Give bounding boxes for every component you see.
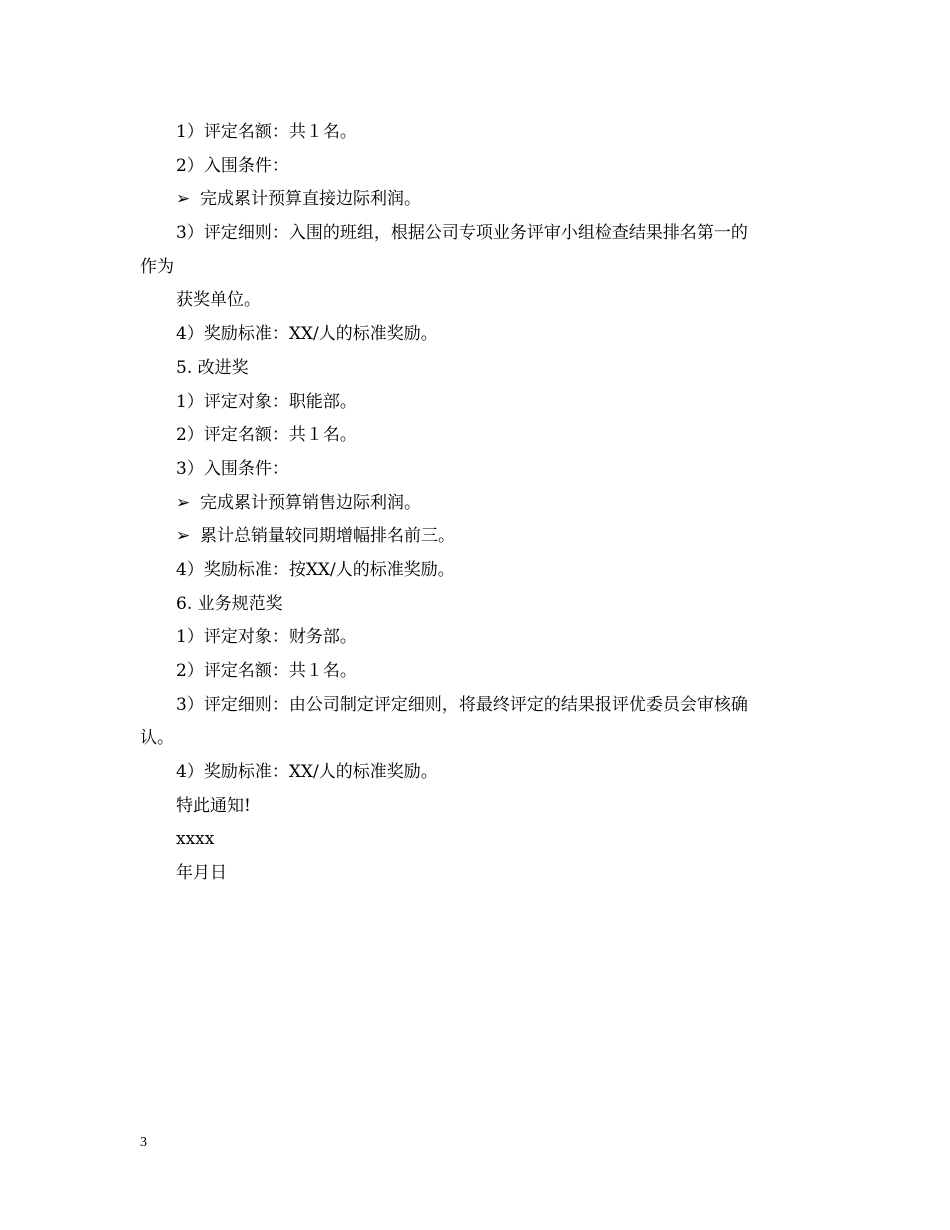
line-text: 特此通知! — [176, 795, 251, 816]
line-text: 完成累计预算直接边际利润。 — [200, 189, 421, 210]
document-body — [140, 116, 810, 891]
paragraph-line — [140, 352, 810, 386]
paragraph-line — [140, 150, 810, 184]
bullet-item — [140, 520, 810, 554]
bullet-item — [140, 487, 810, 521]
page-number: 3 — [140, 1135, 147, 1150]
paragraph-line — [140, 217, 810, 251]
paragraph-line — [140, 116, 810, 150]
line-text: 5. 改进奖 — [176, 357, 249, 378]
paragraph-line — [140, 251, 810, 285]
bullet-arrow-icon: ➢ — [176, 189, 191, 210]
line-text: 获奖单位。 — [176, 290, 261, 311]
paragraph-line — [140, 621, 810, 655]
paragraph-line — [140, 756, 810, 790]
bullet-arrow-icon: ➢ — [176, 526, 191, 547]
paragraph-line — [140, 419, 810, 453]
paragraph-line — [140, 284, 810, 318]
line-text: 2）评定名额：共１名。 — [176, 425, 357, 446]
paragraph-line — [140, 790, 810, 824]
line-text: 2）评定名额：共１名。 — [176, 661, 357, 681]
line-text: 4）奖励标准：XX/人的标准奖励。 — [176, 762, 438, 783]
paragraph-line — [140, 588, 810, 622]
bullet-arrow-icon: ➢ — [176, 492, 191, 513]
line-text: 作为 — [140, 256, 174, 277]
line-text: 完成累计预算销售边际利润。 — [200, 492, 421, 513]
paragraph-line — [140, 823, 810, 857]
line-text: 年月日 — [176, 863, 227, 884]
line-text: 4）奖励标准：XX/人的标准奖励。 — [176, 324, 438, 345]
line-text: 认。 — [140, 728, 174, 749]
line-text: 3）评定细则：入围的班组，根据公司专项业务评审小组检查结果排名第一的 — [176, 223, 748, 244]
line-text: xxxx — [176, 829, 215, 850]
line-text: 累计总销量较同期增幅排名前三。 — [200, 526, 455, 547]
paragraph-line — [140, 386, 810, 420]
paragraph-line — [140, 857, 810, 891]
line-text: 6. 业务规范奖 — [176, 593, 283, 614]
paragraph-line — [140, 453, 810, 487]
line-text: 2）入围条件： — [176, 155, 289, 176]
line-text: 3）评定细则：由公司制定评定细则，将最终评定的结果报评优委员会审核确 — [176, 694, 748, 715]
line-text: 3）入围条件： — [176, 458, 289, 479]
line-text: 1）评定对象：财务部。 — [176, 627, 357, 648]
bullet-item — [140, 183, 810, 217]
line-text: 1）评定名额：共１名。 — [176, 122, 357, 142]
paragraph-line — [140, 554, 810, 588]
paragraph-line — [140, 655, 810, 689]
line-text: 4）奖励标准：按XX/人的标准奖励。 — [176, 559, 455, 580]
paragraph-line — [140, 689, 810, 723]
line-text: 1）评定对象：职能部。 — [176, 391, 357, 412]
paragraph-line — [140, 722, 810, 756]
paragraph-line — [140, 318, 810, 352]
